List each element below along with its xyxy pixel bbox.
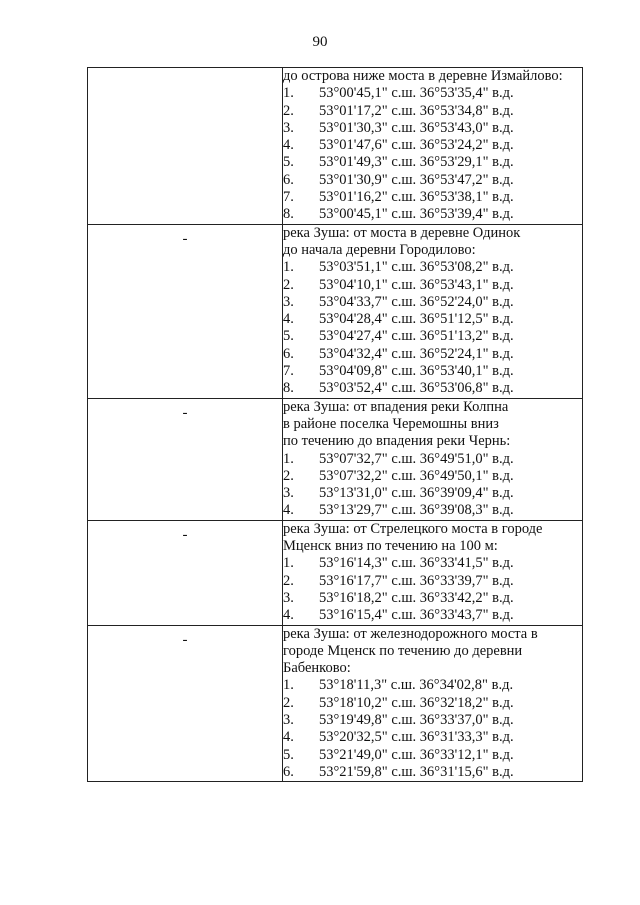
coordinate-line bbox=[283, 729, 582, 746]
coordinate-line bbox=[283, 206, 582, 223]
coordinate-value: 53°04'32,4" с.ш. 36°52'24,1" в.д. bbox=[319, 345, 514, 362]
section-heading-line: до начала деревни Городилово: bbox=[283, 241, 476, 258]
coordinate-value: 53°01'47,6" с.ш. 36°53'24,2" в.д. bbox=[319, 137, 514, 154]
coordinate-line bbox=[283, 677, 582, 694]
coordinate-value: 53°16'18,2" с.ш. 36°33'42,2" в.д. bbox=[319, 589, 514, 606]
coordinate-line bbox=[283, 294, 582, 311]
point-number: 6. bbox=[283, 345, 294, 362]
coordinate-line bbox=[283, 137, 582, 154]
coordinate-value: 53°01'16,2" с.ш. 36°53'38,1" в.д. bbox=[319, 189, 514, 206]
coordinate-line bbox=[283, 346, 582, 363]
coordinate-line bbox=[283, 451, 582, 468]
point-number: 6. bbox=[283, 763, 294, 780]
point-number: 4. bbox=[283, 729, 294, 746]
coordinate-value: 53°01'17,2" с.ш. 36°53'34,8" в.д. bbox=[319, 102, 514, 119]
coordinate-value: 53°07'32,2" с.ш. 36°49'50,1" в.д. bbox=[319, 467, 514, 484]
point-number: 2. bbox=[283, 694, 294, 711]
section-heading-line: река Зуша: от впадения реки Колпна bbox=[283, 398, 509, 415]
row-marker: - bbox=[182, 404, 188, 421]
left-cell bbox=[88, 398, 283, 520]
coordinate-value: 53°21'59,8" с.ш. 36°31'15,6" в.д. bbox=[319, 763, 514, 780]
coordinate-value: 53°04'09,8" с.ш. 36°53'40,1" в.д. bbox=[319, 363, 514, 380]
point-number: 3. bbox=[283, 589, 294, 606]
section-heading-line: городе Мценск по течению до деревни bbox=[283, 642, 523, 659]
coordinate-value: 53°04'10,1" с.ш. 36°53'43,1" в.д. bbox=[319, 276, 514, 293]
point-number: 3. bbox=[283, 485, 294, 502]
coordinate-line bbox=[283, 259, 582, 276]
coordinate-line bbox=[283, 555, 582, 572]
point-number: 1. bbox=[283, 85, 294, 102]
left-cell bbox=[88, 625, 283, 782]
coordinate-value: 53°04'28,4" с.ш. 36°51'12,5" в.д. bbox=[319, 311, 514, 328]
coordinate-line bbox=[283, 328, 582, 345]
point-number: 5. bbox=[283, 746, 294, 763]
point-number: 1. bbox=[283, 555, 294, 572]
row-marker: - bbox=[182, 631, 188, 648]
coordinate-value: 53°07'32,7" с.ш. 36°49'51,0" в.д. bbox=[319, 450, 514, 467]
table-row bbox=[88, 625, 583, 782]
point-number: 2. bbox=[283, 102, 294, 119]
coordinate-value: 53°18'10,2" с.ш. 36°32'18,2" в.д. bbox=[319, 694, 514, 711]
coordinate-line bbox=[283, 573, 582, 590]
coordinate-value: 53°00'45,1" с.ш. 36°53'39,4" в.д. bbox=[319, 206, 514, 223]
table-row bbox=[88, 520, 583, 625]
coordinate-line bbox=[283, 607, 582, 624]
coordinate-line bbox=[283, 103, 582, 120]
left-cell bbox=[88, 520, 283, 625]
coordinate-line bbox=[283, 363, 582, 380]
coordinate-value: 53°01'49,3" с.ш. 36°53'29,1" в.д. bbox=[319, 154, 514, 171]
row-marker: - bbox=[182, 230, 188, 247]
coordinate-value: 53°18'11,3" с.ш. 36°34'02,8" в.д. bbox=[319, 677, 514, 694]
coordinate-value: 53°16'17,7" с.ш. 36°33'39,7" в.д. bbox=[319, 572, 514, 589]
point-number: 3. bbox=[283, 711, 294, 728]
point-number: 2. bbox=[283, 572, 294, 589]
coordinate-line bbox=[283, 311, 582, 328]
coordinate-line bbox=[283, 189, 582, 206]
section-heading-line: по течению до впадения реки Чернь: bbox=[283, 433, 511, 450]
coordinate-value: 53°00'45,1" с.ш. 36°53'35,4" в.д. bbox=[319, 85, 514, 102]
coordinate-value: 53°04'33,7" с.ш. 36°52'24,0" в.д. bbox=[319, 293, 514, 310]
coordinate-value: 53°03'51,1" с.ш. 36°53'08,2" в.д. bbox=[319, 259, 514, 276]
coordinate-line bbox=[283, 154, 582, 171]
point-number: 5. bbox=[283, 328, 294, 345]
point-number: 2. bbox=[283, 276, 294, 293]
coordinate-line bbox=[283, 712, 582, 729]
coordinate-line bbox=[283, 502, 582, 519]
left-cell bbox=[88, 224, 283, 398]
point-number: 3. bbox=[283, 119, 294, 136]
point-number: 7. bbox=[283, 363, 294, 380]
point-number: 8. bbox=[283, 206, 294, 223]
section-heading-line: в районе поселка Черемошны вниз bbox=[283, 415, 499, 432]
description-cell bbox=[283, 398, 583, 520]
point-number: 4. bbox=[283, 502, 294, 519]
coordinate-value: 53°03'52,4" с.ш. 36°53'06,8" в.д. bbox=[319, 380, 514, 397]
point-number: 5. bbox=[283, 154, 294, 171]
point-number: 8. bbox=[283, 380, 294, 397]
description-cell bbox=[283, 625, 583, 782]
coordinate-line bbox=[283, 380, 582, 397]
coordinate-value: 53°01'30,3" с.ш. 36°53'43,0" в.д. bbox=[319, 119, 514, 136]
coordinate-value: 53°20'32,5" с.ш. 36°31'33,3" в.д. bbox=[319, 729, 514, 746]
coordinate-value: 53°04'27,4" с.ш. 36°51'13,2" в.д. bbox=[319, 328, 514, 345]
coordinate-line bbox=[283, 172, 582, 189]
table-row bbox=[88, 398, 583, 520]
point-number: 2. bbox=[283, 467, 294, 484]
section-heading-line: река Зуша: от моста в деревне Одинок bbox=[283, 224, 521, 241]
coordinates-table bbox=[87, 67, 583, 782]
point-number: 1. bbox=[283, 450, 294, 467]
coordinate-line bbox=[283, 468, 582, 485]
left-cell bbox=[88, 68, 283, 225]
coordinate-line bbox=[283, 590, 582, 607]
table-row bbox=[88, 224, 583, 398]
section-heading-line: до острова ниже моста в деревне Измайлово: bbox=[283, 68, 563, 84]
coordinate-value: 53°21'49,0" с.ш. 36°33'12,1" в.д. bbox=[319, 746, 514, 763]
point-number: 7. bbox=[283, 189, 294, 206]
description-cell bbox=[283, 520, 583, 625]
coordinate-line bbox=[283, 485, 582, 502]
coordinate-value: 53°16'14,3" с.ш. 36°33'41,5" в.д. bbox=[319, 555, 514, 572]
coordinate-line bbox=[283, 695, 582, 712]
coordinate-line bbox=[283, 85, 582, 102]
coordinate-line bbox=[283, 747, 582, 764]
coordinate-value: 53°13'29,7" с.ш. 36°39'08,3" в.д. bbox=[319, 502, 514, 519]
section-heading-line: река Зуша: от Стрелецкого моста в городе bbox=[283, 520, 543, 537]
point-number: 1. bbox=[283, 677, 294, 694]
coordinate-value: 53°01'30,9" с.ш. 36°53'47,2" в.д. bbox=[319, 171, 514, 188]
description-cell bbox=[283, 224, 583, 398]
point-number: 1. bbox=[283, 259, 294, 276]
point-number: 4. bbox=[283, 137, 294, 154]
section-heading-line: Бабенково: bbox=[283, 660, 351, 677]
coordinate-value: 53°16'15,4" с.ш. 36°33'43,7" в.д. bbox=[319, 607, 514, 624]
coordinate-value: 53°19'49,8" с.ш. 36°33'37,0" в.д. bbox=[319, 711, 514, 728]
section-heading-line: река Зуша: от железнодорожного моста в bbox=[283, 625, 538, 642]
row-marker bbox=[88, 68, 282, 74]
point-number: 4. bbox=[283, 607, 294, 624]
page-number: 90 bbox=[312, 34, 328, 50]
section-heading-line: Мценск вниз по течению на 100 м: bbox=[283, 538, 498, 555]
coordinate-line bbox=[283, 120, 582, 137]
coordinate-line bbox=[283, 277, 582, 294]
description-cell bbox=[283, 68, 583, 225]
point-number: 3. bbox=[283, 293, 294, 310]
table-row bbox=[88, 68, 583, 225]
row-marker: - bbox=[182, 526, 188, 543]
table-body bbox=[88, 68, 583, 782]
coordinate-line bbox=[283, 764, 582, 781]
point-number: 6. bbox=[283, 171, 294, 188]
coordinate-value: 53°13'31,0" с.ш. 36°39'09,4" в.д. bbox=[319, 485, 514, 502]
point-number: 4. bbox=[283, 311, 294, 328]
